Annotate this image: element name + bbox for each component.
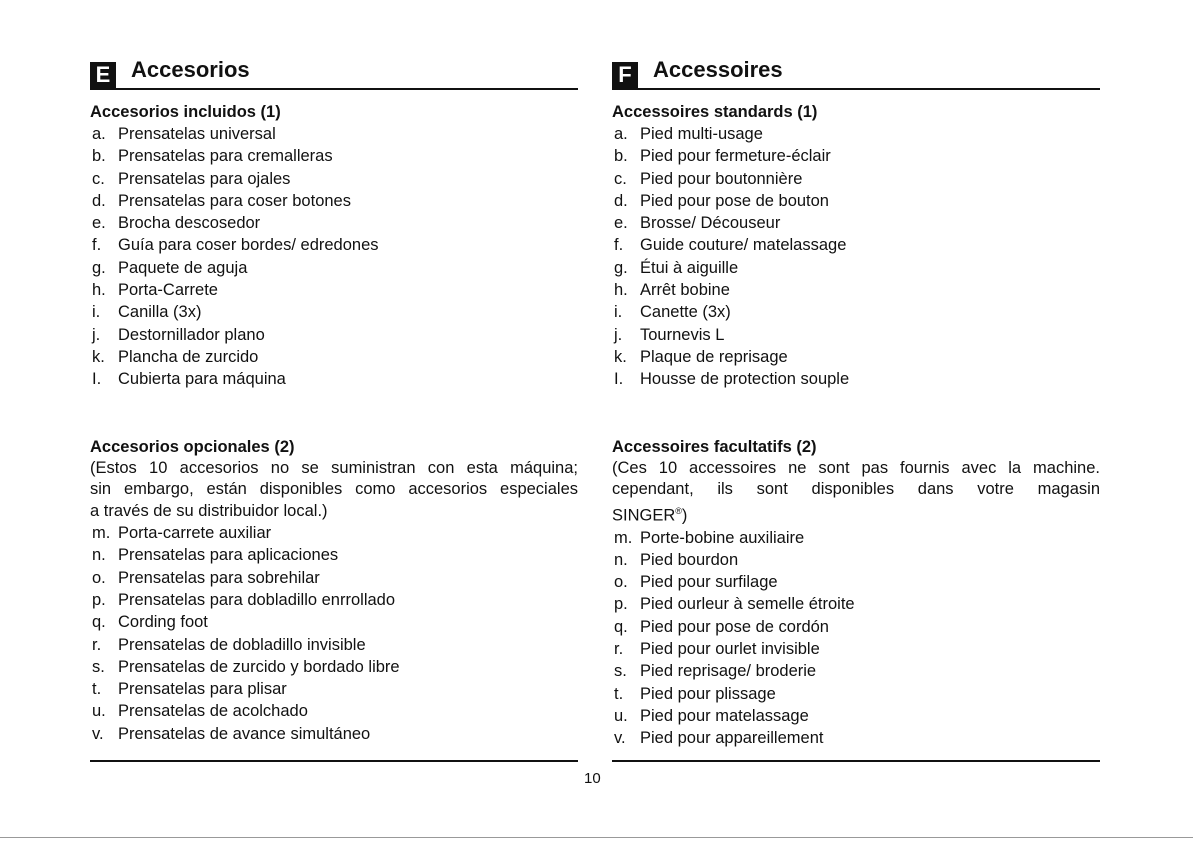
item-letter: g. — [92, 258, 106, 277]
item-letter: d. — [614, 191, 628, 210]
item-letter: d. — [92, 191, 106, 210]
item-text: Plancha de zurcido — [118, 347, 259, 366]
list-item — [612, 190, 1100, 212]
item-letter: e. — [614, 214, 628, 233]
item-letter: o. — [614, 573, 628, 592]
item-letter: a. — [92, 125, 106, 143]
list-item — [612, 145, 1100, 167]
item-letter: t. — [614, 684, 624, 703]
list-item — [612, 346, 1100, 368]
list-item — [90, 522, 578, 544]
item-letter: k. — [614, 347, 627, 366]
list-item — [612, 279, 1100, 301]
list-item — [612, 168, 1100, 190]
item-text: Pied reprisage/ broderie — [640, 662, 817, 681]
list-item — [612, 683, 1100, 705]
item-letter: b. — [92, 147, 106, 166]
item-letter: j. — [92, 325, 101, 344]
optional-accessories-heading: Accessoires facultatifs (2) — [612, 437, 817, 456]
item-letter: I. — [614, 370, 624, 389]
intro-line: (Ces 10 accessoires ne sont pas fournis avec la machine. — [612, 458, 1100, 477]
item-text: Prensatelas para aplicaciones — [118, 546, 339, 565]
standard-accessories-heading: Accessoires standards (1) — [612, 103, 818, 121]
page-number: 10 — [584, 770, 601, 787]
list-item — [90, 589, 578, 611]
list-item — [90, 656, 578, 678]
list-item — [90, 257, 578, 279]
list-item — [612, 257, 1100, 279]
list-item — [612, 123, 1100, 145]
list-item — [612, 234, 1100, 256]
item-letter: i. — [92, 303, 101, 322]
item-text: Prensatelas de acolchado — [118, 702, 308, 721]
list-item — [612, 527, 1100, 549]
brand-name: SINGER — [612, 506, 676, 525]
item-letter: r. — [92, 635, 102, 654]
optional-accessories-intro — [612, 458, 1100, 527]
item-text: Arrêt bobine — [640, 281, 730, 300]
list-item — [90, 346, 578, 368]
item-text: Prensatelas para dobladillo enrrollado — [118, 590, 396, 609]
page-bottom-border — [0, 837, 1193, 838]
item-text: Prensatelas de dobladillo invisible — [118, 635, 366, 654]
item-text: Prensatelas de zurcido y bordado libre — [118, 657, 400, 676]
intro-line: a través de su distribuidor local.) — [90, 501, 328, 520]
optional-accessories-list — [90, 522, 578, 745]
optional-accessories-intro — [90, 458, 578, 523]
optional-accessories-heading: Accesorios opcionales (2) — [90, 437, 295, 456]
standard-accessories-heading: Accesorios incluidos (1) — [90, 103, 281, 121]
item-text: Porta-carrete auxiliar — [118, 524, 272, 543]
item-text: Prensatelas de avance simultáneo — [118, 724, 371, 743]
list-item — [612, 727, 1100, 749]
item-letter: j. — [614, 325, 623, 344]
item-letter: r. — [614, 640, 624, 659]
item-letter: n. — [92, 546, 106, 565]
item-text: Housse de protection souple — [640, 370, 850, 389]
item-letter: m. — [614, 528, 633, 547]
item-letter: f. — [614, 236, 624, 255]
list-item — [90, 634, 578, 656]
item-letter: a. — [614, 125, 628, 143]
language-badge: E — [90, 62, 116, 88]
list-item — [612, 660, 1100, 682]
item-letter: I. — [92, 370, 102, 389]
optional-accessories-list — [612, 527, 1100, 750]
item-letter: q. — [92, 613, 106, 632]
item-text: Pied pour boutonnière — [640, 169, 803, 188]
item-letter: s. — [92, 657, 105, 676]
section-title: Accessoires — [653, 57, 783, 82]
intro-line — [612, 501, 1100, 527]
item-letter: q. — [614, 617, 628, 636]
section-title: Accesorios — [131, 57, 250, 82]
item-letter: e. — [92, 214, 106, 233]
section-header — [90, 56, 578, 90]
list-item — [90, 544, 578, 566]
list-item — [90, 678, 578, 700]
item-text: Prensatelas universal — [118, 125, 276, 143]
list-item — [90, 723, 578, 745]
item-text: Pied multi-usage — [640, 125, 763, 143]
item-text: Porta-Carrete — [118, 281, 218, 300]
list-item — [612, 616, 1100, 638]
item-letter: u. — [92, 702, 106, 721]
list-item — [612, 593, 1100, 615]
footer-rule-right — [612, 760, 1100, 762]
list-item — [612, 638, 1100, 660]
list-item — [90, 145, 578, 167]
item-text: Plaque de reprisage — [640, 347, 788, 366]
item-text: Canilla (3x) — [118, 303, 202, 322]
item-letter: h. — [614, 281, 628, 300]
list-item — [612, 571, 1100, 593]
list-item — [90, 301, 578, 323]
item-text: Pied pour appareillement — [640, 729, 824, 748]
item-text: Étui à aiguille — [640, 258, 739, 277]
item-text: Guide couture/ matelassage — [640, 236, 847, 255]
item-text: Pied pour surfilage — [640, 573, 778, 592]
item-text: Pied pour pose de bouton — [640, 191, 829, 210]
item-text: Porte-bobine auxiliaire — [640, 528, 805, 547]
item-letter: c. — [92, 169, 105, 188]
item-letter: u. — [614, 706, 628, 725]
item-text: Prensatelas para ojales — [118, 169, 291, 188]
item-text: Brocha descosedor — [118, 214, 261, 233]
list-item — [612, 368, 1100, 390]
list-item — [90, 700, 578, 722]
standard-accessories-list — [90, 123, 578, 391]
item-letter: m. — [92, 524, 111, 543]
item-letter: h. — [92, 281, 106, 300]
item-letter: g. — [614, 258, 628, 277]
item-letter: k. — [92, 347, 105, 366]
list-item — [612, 324, 1100, 346]
item-text: Destornillador plano — [118, 325, 265, 344]
item-text: Prensatelas para sobrehilar — [118, 568, 320, 587]
item-text: Cubierta para máquina — [118, 370, 286, 389]
intro-line: cependant, ils sont disponibles dans votre magasin — [612, 480, 1100, 499]
list-item — [90, 234, 578, 256]
list-item — [90, 168, 578, 190]
item-letter: p. — [92, 590, 106, 609]
item-text: Pied bourdon — [640, 550, 739, 569]
item-text: Prensatelas para cremalleras — [118, 147, 333, 166]
footer-rule-left — [90, 760, 578, 762]
list-item — [90, 567, 578, 589]
item-text: Prensatelas para plisar — [118, 680, 287, 699]
item-text: Pied pour plissage — [640, 684, 776, 703]
item-text: Pied pour pose de cordón — [640, 617, 829, 636]
item-letter: n. — [614, 550, 628, 569]
list-item — [90, 324, 578, 346]
item-text: Cording foot — [118, 613, 208, 632]
item-text: Tournevis L — [640, 325, 725, 344]
item-letter: b. — [614, 147, 628, 166]
list-item — [612, 301, 1100, 323]
registered-mark: ® — [675, 505, 682, 516]
standard-accessories-list — [612, 123, 1100, 391]
list-item — [612, 705, 1100, 727]
list-item — [612, 549, 1100, 571]
item-letter: s. — [614, 662, 627, 681]
section-header — [612, 56, 1100, 90]
item-text: Brosse/ Découseur — [640, 214, 781, 233]
item-text: Prensatelas para coser botones — [118, 191, 351, 210]
closing-paren: ) — [681, 506, 688, 525]
item-letter: f. — [92, 236, 102, 255]
item-letter: t. — [92, 680, 102, 699]
item-letter: p. — [614, 595, 628, 614]
item-text: Pied ourleur à semelle étroite — [640, 595, 855, 614]
section-spanish — [90, 56, 578, 745]
item-text: Guía para coser bordes/ edredones — [118, 236, 379, 255]
intro-line: sin embargo, están disponibles como accesorios especiales — [90, 480, 578, 499]
item-letter: v. — [614, 729, 626, 748]
list-item — [90, 611, 578, 633]
list-item — [90, 279, 578, 301]
list-item — [90, 123, 578, 145]
item-letter: o. — [92, 568, 106, 587]
list-item — [612, 212, 1100, 234]
item-letter: v. — [92, 724, 104, 743]
section-french — [612, 56, 1100, 750]
item-text: Pied pour fermeture-éclair — [640, 147, 831, 166]
item-letter: i. — [614, 303, 623, 322]
item-text: Canette (3x) — [640, 303, 731, 322]
item-letter: c. — [614, 169, 627, 188]
intro-line: (Estos 10 accesorios no se suministran con esta máquina; — [90, 458, 578, 477]
item-text: Pied pour ourlet invisible — [640, 640, 820, 659]
list-item — [90, 212, 578, 234]
list-item — [90, 368, 578, 390]
item-text: Pied pour matelassage — [640, 706, 809, 725]
item-text: Paquete de aguja — [118, 258, 248, 277]
list-item — [90, 190, 578, 212]
language-badge: F — [612, 62, 638, 88]
